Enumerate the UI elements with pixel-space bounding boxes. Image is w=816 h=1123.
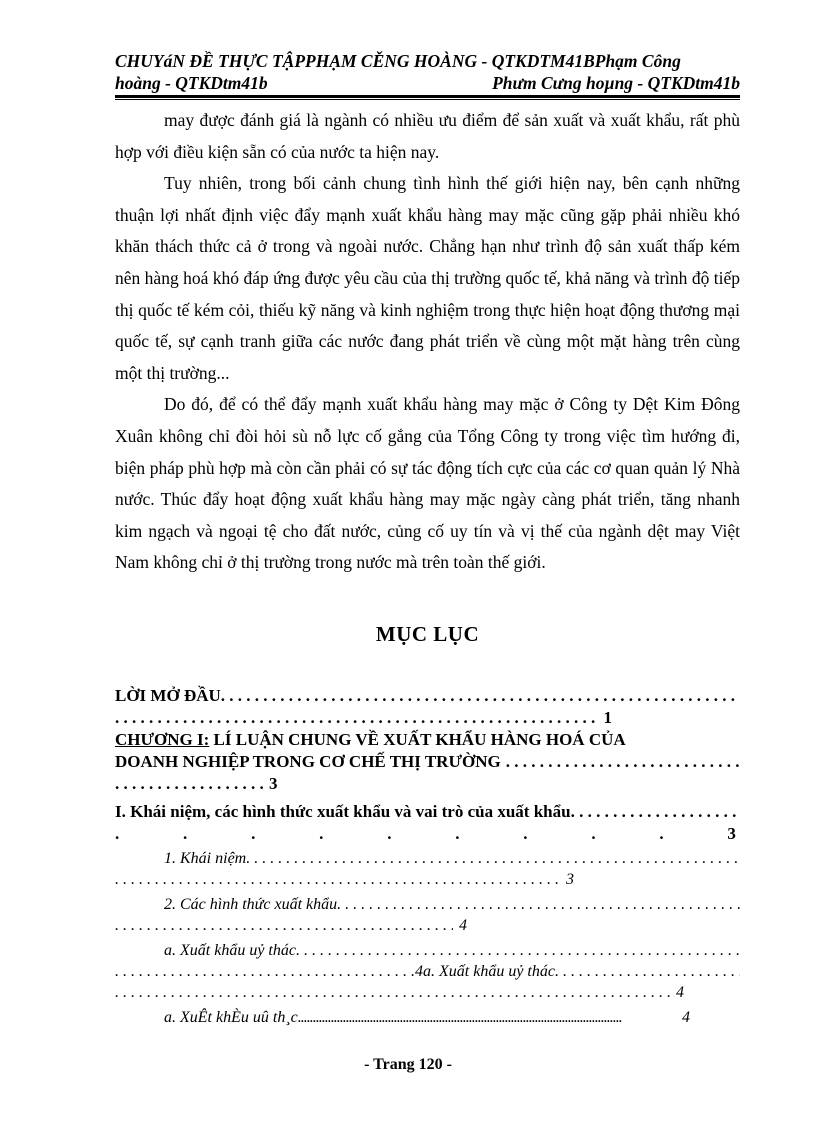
toc-entry-intro-cont	[115, 707, 740, 729]
header-right-author: Phưm Cưng hoµng - QTKDtm41b	[492, 73, 740, 93]
toc-page-number: 4	[459, 917, 467, 934]
toc-page-number: 1	[603, 708, 612, 727]
toc-leader-dots	[298, 1007, 680, 1028]
header-left-author: hoàng - QTKDtm41b	[115, 73, 268, 93]
toc-leader-dots	[115, 982, 670, 1003]
toc-entry-label: I. Khái niệm, các hình thức xuất khẩu và vai trò của xuất khẩu	[115, 802, 571, 821]
toc-entry-concept-cont	[115, 869, 740, 890]
toc-page-number: 4	[682, 1009, 690, 1026]
toc-entry-entrusted-export-garbled[interactable]	[115, 1007, 740, 1028]
running-header	[115, 50, 740, 94]
table-of-contents	[115, 685, 740, 1028]
toc-leader-dots	[571, 801, 740, 823]
toc-leader-dots	[115, 915, 453, 936]
toc-page-number: 3	[566, 871, 574, 888]
paragraph-2: Tuy nhiên, trong bối cảnh chung tình hình thế giới hiện nay, bên cạnh những thuận lợi nhất định việc đẩy mạnh xuất khẩu hàng may mặc cũng gặp phải nhiều khó khăn thách thức cả ở trong và ngoài nước. Chẳng hạn như trình độ sản xuất thấp kém nên hàng hoá khó đáp ứng được yêu cầu của thị trường quốc tế, khả năng và trình độ tiếp thị quốc tế kém cỏi, thiếu kỹ năng và kinh nghiệm trong thực hiện hoạt động thương mại quốc tế, sự cạnh tranh giữa các nước đang phát triển về cùng một mặt hàng trên cùng một thị trường...	[115, 173, 740, 383]
paragraph-3: Do đó, để có thể đẩy mạnh xuất khẩu hàng may mặc ở Công ty Dệt Kim Đông Xuân không chỉ đòi hỏi sù nỗ lực cố gắng của Tổng Công ty trong việc tìm hướng đi, biện pháp phù hợp mà còn cần phải có sự tác động tích cực của các cơ quan quản lý Nhà nước. Thúc đẩy hoạt động xuất khẩu hàng may mặc ngày càng phát triển, tăng nhanh kim ngạch và ngoại tệ cho đất nước, củng cố uy tín và vị thế của ngành dệt may Việt Nam không chỉ ở thị trường trong nước mà trên toàn thế giới.	[115, 394, 740, 573]
toc-leader-dots	[115, 773, 265, 795]
toc-leader-dots	[115, 707, 600, 729]
toc-page-number: 3	[727, 824, 736, 843]
page-footer: - Trang 120 -	[364, 1056, 452, 1073]
toc-entry-entrusted-export-page	[115, 982, 740, 1003]
toc-leader-dots	[221, 685, 740, 707]
header-title: CHUYáN ĐỀ THỰC TẬPPHẠM CĚNG HOÀNG - QTKDTM41BPhạm Công	[115, 51, 681, 71]
toc-entry-chapter-1-page	[115, 773, 740, 795]
toc-entry-intro[interactable]	[115, 685, 740, 707]
toc-chapter-label: CHƯƠNG I:	[115, 730, 210, 749]
header-divider	[115, 95, 740, 100]
toc-title: MỤC LỤC	[375, 622, 480, 646]
toc-entry-section-1[interactable]	[115, 801, 740, 823]
header-line-2	[115, 72, 740, 94]
toc-entry-entrusted-export[interactable]	[115, 940, 740, 961]
toc-page-number: 4	[676, 984, 684, 1001]
toc-entry-label: a. Xuất khẩu uỷ thác	[164, 942, 296, 959]
toc-leader-dots	[555, 961, 740, 982]
toc-leader-dots	[501, 751, 740, 773]
toc-entry-label: 4a. Xuất khẩu uỷ thác	[415, 963, 555, 980]
toc-entry-section-1-cont: . . . . . . . . . 3	[115, 823, 740, 845]
toc-chapter-title-cont: DOANH NGHIỆP TRONG CƠ CHẾ THỊ TRƯỜNG	[115, 752, 501, 771]
toc-leader-dots	[115, 869, 560, 890]
body-text	[115, 105, 740, 579]
toc-leader-dots	[337, 894, 740, 915]
toc-entry-chapter-1-cont	[115, 751, 740, 773]
toc-leader-dots	[296, 940, 740, 961]
toc-entry-concept[interactable]	[115, 848, 740, 869]
toc-entry-label: 1. Khái niệm	[164, 850, 247, 867]
toc-leader-dots	[246, 848, 740, 869]
toc-leader-dots	[115, 961, 415, 982]
toc-entry-chapter-1[interactable]	[115, 729, 740, 751]
toc-entry-export-forms-cont	[115, 915, 740, 936]
toc-entry-label: 2. Các hình thức xuất khẩu	[164, 896, 338, 913]
toc-chapter-title: LÍ LUẬN CHUNG VỀ XUẤT KHẨU HÀNG HOÁ CỦA	[209, 730, 626, 749]
toc-entry-entrusted-export-cont	[115, 961, 740, 982]
toc-entry-label: LỜI MỞ ĐẦU	[115, 686, 221, 705]
toc-entry-export-forms[interactable]	[115, 894, 740, 915]
header-line-1	[115, 50, 740, 72]
paragraph-1: may được đánh giá là ngành có nhiều ưu điểm để sản xuất và xuất khẩu, rất phù hợp với điều kiện sẵn có của nước ta hiện nay.	[115, 110, 740, 162]
toc-page-number: 3	[269, 774, 278, 793]
toc-entry-label: a. XuÊt khÈu uû th¸c	[164, 1009, 298, 1026]
